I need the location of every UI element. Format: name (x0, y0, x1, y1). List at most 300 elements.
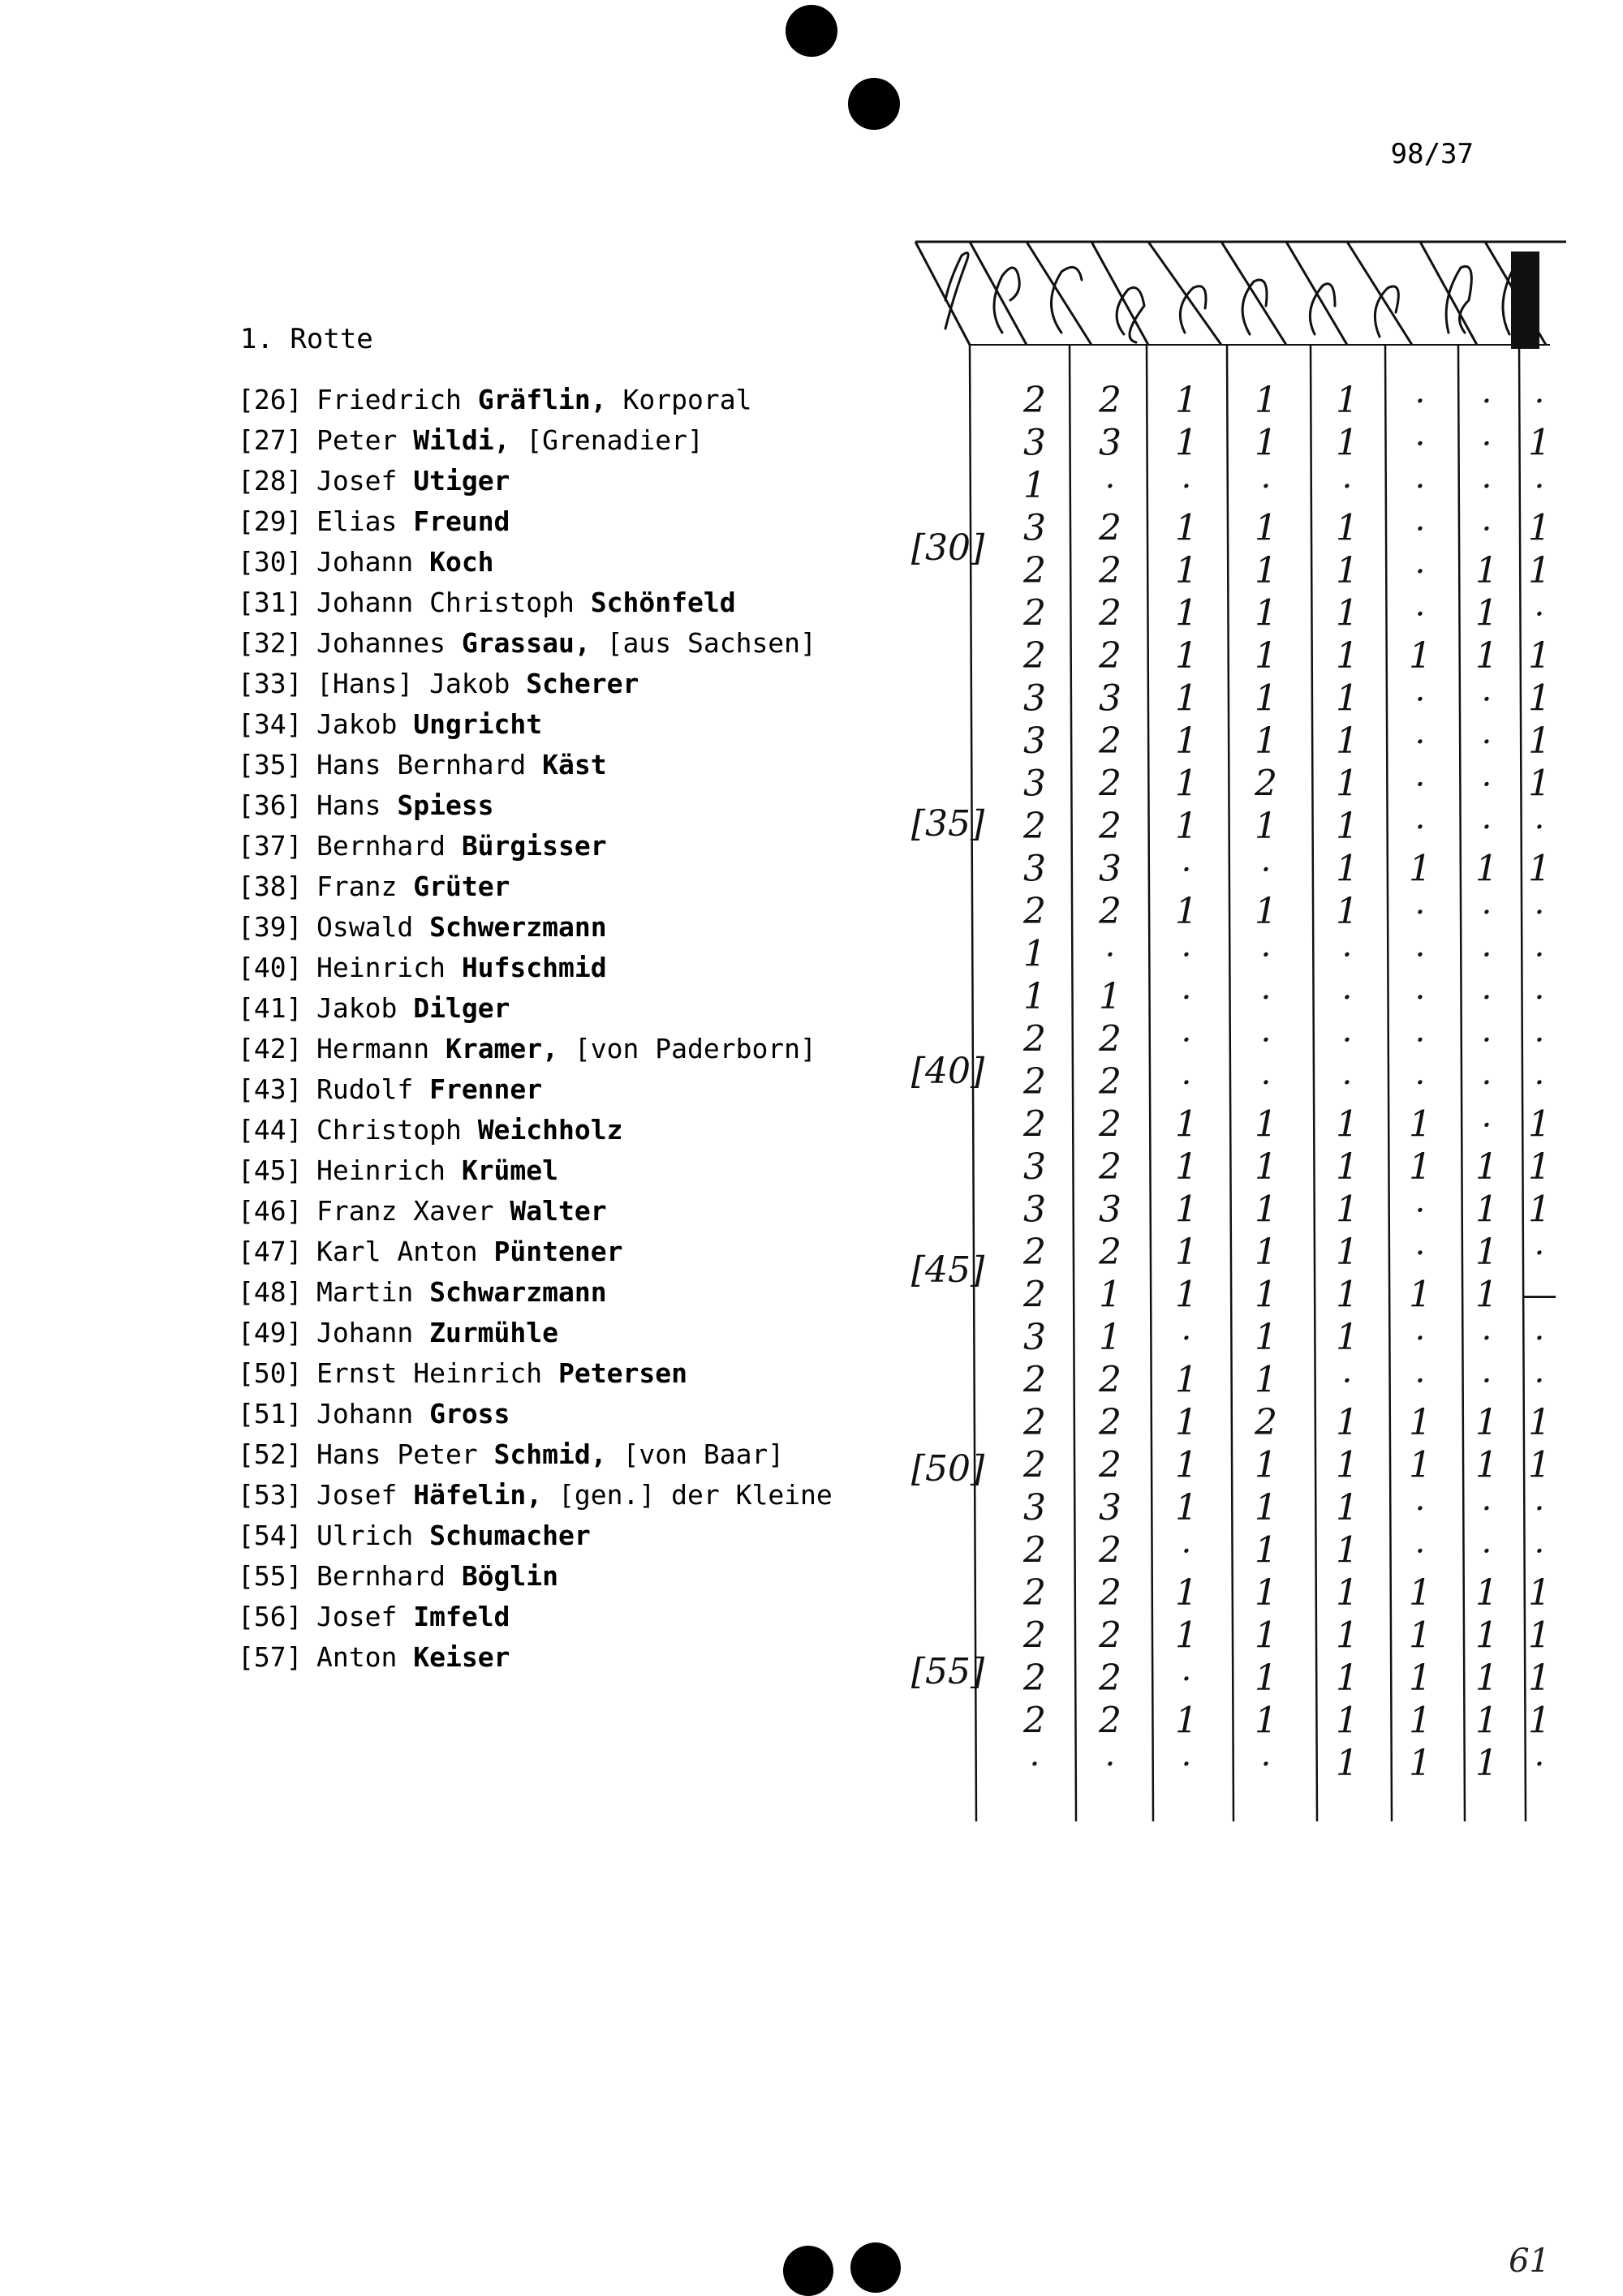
tally-mark: · (1181, 979, 1192, 1017)
tally-mark: · (1341, 936, 1353, 974)
tally-mark: 2 (1023, 592, 1046, 634)
tally-mark: 1 (1528, 1444, 1551, 1486)
ledger-marks (1022, 380, 1557, 1784)
tally-mark: · (1414, 894, 1426, 931)
given-name: Hans Bernhard (316, 749, 543, 780)
tally-mark: · (1414, 766, 1426, 804)
tally-mark: 1 (1255, 1572, 1277, 1614)
surname: Käst (542, 749, 607, 780)
tally-mark: · (1534, 383, 1545, 420)
tally-mark: 3 (1023, 422, 1046, 464)
tally-mark: 2 (1023, 1061, 1046, 1103)
tally-mark: 1 (1255, 422, 1277, 464)
tally-mark: 1 (1255, 720, 1277, 762)
tally-mark: 1 (1336, 1529, 1358, 1572)
tally-mark: 1 (1336, 1189, 1358, 1231)
surname: Schwerzmann (429, 911, 607, 943)
surname: Zurmühle (429, 1317, 559, 1348)
tally-mark: · (1414, 936, 1426, 974)
tally-mark: 1 (1099, 1274, 1121, 1316)
surname: Imfeld (413, 1601, 510, 1632)
given-name: Bernhard (316, 830, 462, 862)
tally-mark: 1 (1475, 1402, 1498, 1443)
tally-mark: 1 (1528, 1572, 1551, 1614)
tally-mark: 1 (1336, 1317, 1358, 1358)
tally-mark: 1 (1255, 891, 1277, 932)
tally-mark: 1 (1255, 1444, 1277, 1486)
tally-mark: 2 (1099, 507, 1121, 549)
tally-mark: 1 (1175, 806, 1198, 847)
tally-mark: · (1534, 1533, 1545, 1571)
surname: Grassau, (461, 627, 591, 659)
tally-mark: · (1481, 510, 1492, 548)
tally-mark: 1 (1475, 1572, 1498, 1614)
tally-mark: 1 (1409, 1572, 1431, 1614)
entry-number: [41] (238, 992, 303, 1024)
page-number: 98/37 (1390, 138, 1474, 170)
tally-mark: · (1181, 1746, 1192, 1783)
section-title: 1. Rotte (240, 323, 373, 355)
tally-mark: 1 (1528, 1103, 1551, 1146)
tally-mark: 2 (1023, 380, 1046, 421)
tally-mark: 1 (1255, 1189, 1277, 1231)
surname: Gräflin, (477, 384, 607, 415)
tally-mark: 2 (1099, 806, 1121, 847)
tally-mark: 1 (1175, 1146, 1198, 1188)
surname: Grüter (413, 871, 510, 902)
entry-number: [39] (238, 911, 303, 943)
tally-mark: 1 (1528, 422, 1551, 464)
tally-mark: 3 (1099, 422, 1121, 464)
tally-mark: 1 (1475, 635, 1498, 677)
tally-mark: · (1481, 1064, 1492, 1102)
tally-mark: · (1260, 1021, 1272, 1060)
tally-mark: 1 (1336, 1700, 1358, 1742)
tally-mark: 1 (1336, 763, 1358, 805)
tally-mark: 1 (1175, 507, 1198, 549)
tally-mark: 1 (1255, 1317, 1277, 1358)
surname: Scherer (526, 668, 639, 699)
tally-mark: · (1534, 1490, 1545, 1528)
given-name: Hermann (316, 1033, 446, 1064)
tally-mark: 1 (1255, 550, 1277, 591)
tally-mark: 1 (1528, 720, 1551, 762)
surname: Bürgisser (461, 830, 607, 862)
tally-mark: 1 (1475, 1615, 1498, 1657)
tally-mark: 1 (1528, 1146, 1551, 1188)
tally-mark: 1 (1475, 1658, 1498, 1699)
tally-mark: 1 (1255, 380, 1277, 421)
tally-mark: 2 (1099, 1572, 1121, 1614)
entry-number: [49] (238, 1317, 303, 1348)
tally-mark: 1 (1336, 1658, 1358, 1699)
tally-mark: 1 (1336, 592, 1358, 634)
tally-mark: 2 (1023, 1529, 1046, 1572)
given-name: Ulrich (316, 1520, 430, 1551)
tally-mark: 3 (1099, 1189, 1121, 1231)
tally-mark: · (1481, 1021, 1492, 1060)
tally-mark: 1 (1409, 1103, 1431, 1146)
tally-mark: 1 (1255, 1359, 1277, 1401)
tally-mark: 1 (1475, 592, 1498, 634)
tally-mark: 1 (1528, 1402, 1551, 1443)
tally-mark: 3 (1023, 1487, 1046, 1529)
tally-mark: 1 (1255, 806, 1277, 847)
tally-mark: · (1341, 979, 1353, 1017)
entry-number: [31] (238, 587, 303, 618)
entry-number: [36] (238, 789, 303, 821)
tally-mark: 1 (1336, 1274, 1358, 1316)
tally-mark: 2 (1099, 1658, 1121, 1699)
tally-mark: 1 (1409, 1615, 1431, 1657)
tally-mark: · (1481, 468, 1492, 505)
tally-mark: 1 (1336, 422, 1358, 464)
tally-mark: 2 (1099, 1444, 1121, 1486)
surname: Utiger (413, 465, 510, 497)
tally-mark: · (1481, 936, 1492, 974)
tally-mark: 1 (1255, 1274, 1277, 1316)
tally-mark: 1 (1336, 1444, 1358, 1486)
given-name: Martin (316, 1276, 430, 1308)
tally-mark: · (1414, 1320, 1426, 1357)
name-note: [von Paderborn] (558, 1033, 816, 1064)
tally-mark: 1 (1409, 1444, 1431, 1486)
tally-mark: 1 (1175, 677, 1198, 720)
entry-number: [45] (238, 1154, 303, 1186)
tally-mark: 3 (1099, 848, 1121, 890)
given-name: Oswald (316, 911, 430, 943)
given-name: Anton (316, 1641, 414, 1673)
tally-mark: 2 (1099, 380, 1121, 421)
tally-mark: 3 (1023, 848, 1046, 890)
tally-mark: · (1181, 1021, 1192, 1060)
given-name: Johann (316, 1317, 430, 1348)
tally-mark: · (1260, 979, 1272, 1017)
tally-mark: 1 (1175, 1103, 1198, 1146)
tally-mark: 1 (1255, 1658, 1277, 1699)
surname: Hufschmid (461, 952, 607, 983)
given-name: Bernhard (316, 1560, 462, 1592)
tally-mark: 1 (1255, 592, 1277, 634)
tally-mark: 1 (1475, 1274, 1498, 1316)
tally-mark: · (1481, 1533, 1492, 1571)
tally-mark: · (1260, 1746, 1272, 1783)
row-marker: [50] (911, 1448, 985, 1490)
tally-mark: · (1534, 1746, 1545, 1783)
tally-mark: 2 (1023, 635, 1046, 677)
entry-number: [56] (238, 1601, 303, 1632)
given-name: Franz Xaver (316, 1195, 510, 1227)
entry-number: [55] (238, 1560, 303, 1592)
row-marker: [35] (911, 803, 985, 845)
tally-mark: 1 (1336, 1103, 1358, 1146)
given-name: Josef (316, 1479, 414, 1511)
given-name: Johannes (316, 627, 462, 659)
tally-mark: 1 (1528, 1189, 1551, 1231)
tally-mark: 2 (1255, 1402, 1277, 1443)
entry-number: [30] (238, 546, 303, 578)
surname: Dilger (413, 992, 510, 1024)
surname: Gross (429, 1398, 510, 1430)
given-name: Heinrich (316, 952, 462, 983)
tally-mark: 1 (1528, 677, 1551, 720)
tally-mark: 1 (1336, 380, 1358, 421)
entry-number: [32] (238, 627, 303, 659)
tally-mark: · (1534, 936, 1545, 974)
ledger-column-line (1519, 345, 1526, 1821)
entry-number: [46] (238, 1195, 303, 1227)
tally-mark: 1 (1528, 1658, 1551, 1699)
given-name: Ernst Heinrich (316, 1357, 559, 1389)
tally-mark: 1 (1475, 1146, 1498, 1188)
tally-mark: · (1341, 1064, 1353, 1102)
given-name: Heinrich (316, 1154, 462, 1186)
tally-mark: 1 (1099, 1317, 1121, 1358)
tally-mark: 1 (1475, 1743, 1498, 1784)
surname: Krümel (461, 1154, 559, 1186)
surname: Petersen (558, 1357, 687, 1389)
row-marker: [55] (911, 1651, 985, 1692)
tally-mark: 1 (1175, 1700, 1198, 1742)
tally-mark: 2 (1099, 550, 1121, 591)
tally-mark: 1 (1336, 1146, 1358, 1188)
tally-mark: 1 (1255, 677, 1277, 720)
tally-mark: 2 (1099, 1615, 1121, 1657)
given-name: Jakob (316, 992, 414, 1024)
tally-mark: 2 (1099, 1529, 1121, 1572)
tally-mark: 3 (1023, 720, 1046, 762)
tally-mark: · (1414, 1490, 1426, 1528)
tally-mark: 1 (1528, 763, 1551, 805)
entry-number: [47] (238, 1236, 303, 1267)
tally-mark: — (1522, 1274, 1557, 1316)
tally-mark: 1 (1175, 635, 1198, 677)
tally-mark: · (1414, 468, 1426, 505)
tally-mark: · (1481, 894, 1492, 931)
tally-mark: 1 (1336, 1743, 1358, 1784)
tally-mark: 1 (1255, 1487, 1277, 1529)
ledger-column-line (1311, 345, 1317, 1821)
tally-mark: · (1414, 681, 1426, 719)
tally-mark: · (1414, 1064, 1426, 1102)
tally-mark: · (1181, 1533, 1192, 1571)
tally-mark: 1 (1528, 1615, 1551, 1657)
entry-number: [52] (238, 1438, 303, 1470)
row-marker: [45] (911, 1249, 985, 1291)
tally-mark: · (1534, 468, 1545, 505)
entry-number: [51] (238, 1398, 303, 1430)
tally-mark: 1 (1336, 677, 1358, 720)
tally-mark: · (1481, 425, 1492, 463)
entry-number: [34] (238, 708, 303, 740)
surname: Wildi, (413, 424, 510, 456)
tally-mark: · (1414, 1021, 1426, 1060)
tally-mark: · (1029, 1746, 1040, 1783)
tally-mark: 2 (1099, 1232, 1121, 1273)
tally-mark: · (1341, 1021, 1353, 1060)
tally-mark: 3 (1099, 1487, 1121, 1529)
tally-mark: 1 (1175, 1444, 1198, 1486)
tally-mark: 1 (1528, 550, 1551, 591)
tally-mark: · (1414, 724, 1426, 761)
ledger-column-line (1070, 345, 1076, 1821)
name-note: [aus Sachsen] (590, 627, 816, 659)
tally-mark: 1 (1528, 1700, 1551, 1742)
tally-mark: 1 (1175, 1232, 1198, 1273)
entry-number: [42] (238, 1033, 303, 1064)
ledger-header (915, 242, 1566, 349)
tally-mark: · (1534, 595, 1545, 634)
tally-mark: · (1181, 1064, 1192, 1102)
tally-mark: 1 (1528, 848, 1551, 890)
entry-number: [38] (238, 871, 303, 902)
tally-mark: · (1414, 1235, 1426, 1272)
tally-mark: · (1481, 724, 1492, 761)
tally-mark: 1 (1175, 592, 1198, 634)
tally-mark: · (1534, 979, 1545, 1017)
tally-mark: 3 (1099, 677, 1121, 720)
tally-mark: 1 (1023, 465, 1046, 506)
row-marker: [30] (911, 527, 985, 569)
tally-mark: 2 (1023, 1274, 1046, 1316)
tally-mark: · (1181, 1661, 1192, 1698)
tally-mark: · (1481, 1490, 1492, 1528)
tally-mark: 1 (1255, 1529, 1277, 1572)
entry-number: [28] (238, 465, 303, 497)
tally-mark: · (1414, 383, 1426, 420)
entry-number: [27] (238, 424, 303, 456)
tally-mark: 2 (1023, 1359, 1046, 1401)
entry-number: [26] (238, 384, 303, 415)
tally-mark: 2 (1099, 592, 1121, 634)
entry-number: [48] (238, 1276, 303, 1308)
tally-mark: 1 (1409, 1658, 1431, 1699)
tally-mark: 2 (1099, 1359, 1121, 1401)
given-name: Franz (316, 871, 414, 902)
tally-mark: · (1181, 468, 1192, 505)
tally-mark: 1 (1336, 806, 1358, 847)
tally-mark: 3 (1023, 1317, 1046, 1358)
tally-mark: 2 (1099, 1061, 1121, 1103)
tally-mark: 1 (1175, 1189, 1198, 1231)
tally-mark: 2 (1023, 1615, 1046, 1657)
surname: Weichholz (477, 1114, 623, 1146)
surname: Schwarzmann (429, 1276, 607, 1308)
tally-mark: 1 (1336, 1232, 1358, 1273)
surname: Keiser (413, 1641, 510, 1673)
tally-mark: 2 (1099, 1700, 1121, 1742)
tally-mark: 1 (1336, 891, 1358, 932)
tally-mark: · (1534, 1362, 1545, 1400)
tally-mark: · (1181, 851, 1192, 889)
tally-mark: 1 (1336, 1487, 1358, 1529)
given-name: Christoph (316, 1114, 478, 1146)
tally-mark: 1 (1475, 550, 1498, 591)
tally-mark: · (1534, 1320, 1545, 1357)
entry-number: [29] (238, 505, 303, 537)
entry-number: [50] (238, 1357, 303, 1389)
surname: Schmid, (493, 1438, 607, 1470)
tally-mark: 2 (1023, 1444, 1046, 1486)
tally-mark: · (1534, 1235, 1545, 1272)
tally-mark: 1 (1175, 1615, 1198, 1657)
tally-mark: 1 (1409, 1274, 1431, 1316)
tally-mark: 1 (1409, 635, 1431, 677)
given-name: [Hans] Jakob (316, 668, 527, 699)
ledger-column-line (1147, 345, 1153, 1821)
tally-mark: 1 (1255, 1103, 1277, 1146)
tally-mark: 1 (1175, 1402, 1198, 1443)
tally-mark: 2 (1023, 1103, 1046, 1146)
surname: Frenner (429, 1073, 543, 1105)
tally-mark: 2 (1099, 635, 1121, 677)
tally-mark: 2 (1023, 1700, 1046, 1742)
tally-mark: · (1260, 936, 1272, 974)
tally-mark: 2 (1023, 1232, 1046, 1273)
folio-note: 61 (1509, 2242, 1550, 2280)
tally-mark: · (1181, 1320, 1192, 1357)
tally-mark: 2 (1099, 1402, 1121, 1443)
tally-mark: 1 (1175, 422, 1198, 464)
tally-mark: 1 (1175, 763, 1198, 805)
tally-mark: 1 (1409, 848, 1431, 890)
given-name: Hans (316, 789, 398, 821)
surname: Kramer, (445, 1033, 559, 1064)
tally-mark: 1 (1175, 1274, 1198, 1316)
tally-mark: 1 (1475, 1700, 1498, 1742)
surname: Spiess (397, 789, 494, 821)
tally-mark: 2 (1023, 1402, 1046, 1443)
tally-mark: 2 (1023, 1658, 1046, 1699)
tally-mark: · (1414, 553, 1426, 591)
tally-mark: 1 (1336, 1572, 1358, 1614)
tally-mark: 2 (1099, 763, 1121, 805)
tally-mark: · (1534, 894, 1545, 931)
given-name: Johann (316, 1398, 430, 1430)
tally-mark: 1 (1409, 1146, 1431, 1188)
surname: Walter (510, 1195, 607, 1227)
tally-mark: 1 (1175, 1487, 1198, 1529)
tally-mark: 1 (1475, 848, 1498, 890)
tally-mark: 3 (1023, 677, 1046, 720)
tally-mark: · (1481, 766, 1492, 804)
tally-mark: 2 (1023, 1018, 1046, 1060)
name-note: [Grenadier] (510, 424, 704, 456)
ledger-column-line (1385, 345, 1392, 1821)
tally-mark: 1 (1336, 720, 1358, 762)
tally-mark: · (1481, 979, 1492, 1017)
entry-number: [37] (238, 830, 303, 862)
entry-number: [54] (238, 1520, 303, 1551)
given-name: Friedrich (316, 384, 478, 415)
given-name: Hans Peter (316, 1438, 494, 1470)
tally-mark: 2 (1099, 720, 1121, 762)
tally-mark: · (1181, 936, 1192, 974)
tally-mark: 1 (1336, 848, 1358, 890)
entry-number: [35] (238, 749, 303, 780)
given-name: Karl Anton (316, 1236, 494, 1267)
surname: Koch (429, 546, 494, 578)
tally-mark: 2 (1023, 891, 1046, 932)
tally-mark: 1 (1475, 1189, 1498, 1231)
tally-mark: 1 (1175, 891, 1198, 932)
ledger-column-line (1227, 345, 1233, 1821)
tally-mark: 2 (1099, 1018, 1121, 1060)
tally-mark: 1 (1336, 635, 1358, 677)
tally-mark: 2 (1023, 806, 1046, 847)
tally-mark: 3 (1023, 763, 1046, 805)
surname: Freund (413, 505, 510, 537)
